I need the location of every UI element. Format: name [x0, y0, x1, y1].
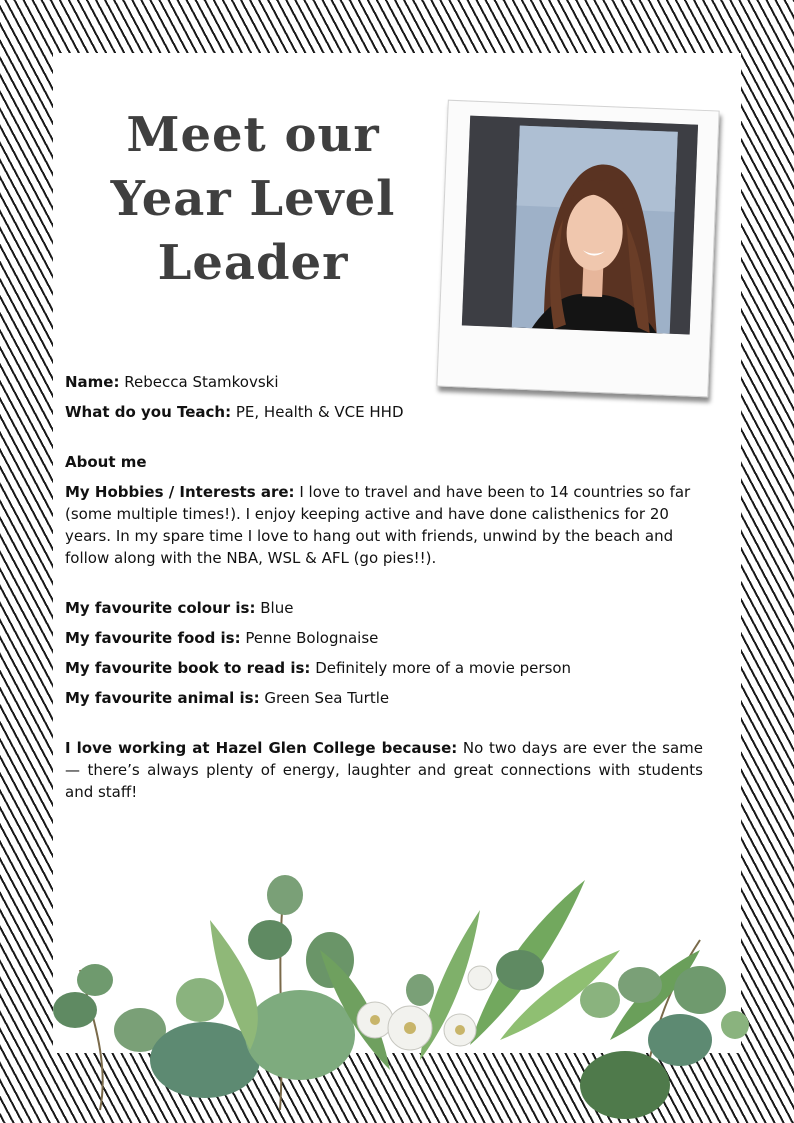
title-line-1: Meet our — [126, 107, 380, 163]
favourite-value: Blue — [260, 599, 294, 617]
favourite-row-colour — [65, 597, 703, 619]
favourite-row-book — [65, 657, 703, 679]
closing-label: I love working at Hazel Glen College because: — [65, 739, 458, 757]
title-line-2: Year Level — [110, 171, 396, 227]
hobbies-value: I love to travel and have been to 14 countries so far (some multiple times!). I enjoy keeping active and have done calisthenics for 20 years. In my spare time I love to hang out with friends, unwind by the beach and follow along with the NBA, WSL & AFL (go pies!!). — [65, 483, 691, 567]
about-heading: About me — [65, 453, 147, 471]
portrait-photo — [462, 116, 698, 335]
name-row — [65, 371, 703, 393]
name-value: Rebecca Stamkovski — [124, 373, 279, 391]
favourite-label: My favourite food is: — [65, 629, 241, 647]
favourite-value: Penne Bolognaise — [245, 629, 379, 647]
favourite-value: Green Sea Turtle — [264, 689, 390, 707]
favourite-row-animal — [65, 687, 703, 709]
teach-row — [65, 401, 703, 423]
closing-value: No two days are ever the same — there’s always plenty of energy, laughter and great connections with students and staff! — [65, 739, 703, 801]
title-line-3: Leader — [157, 235, 349, 291]
name-label: Name: — [65, 373, 120, 391]
favourite-label: My favourite book to read is: — [65, 659, 311, 677]
closing-paragraph — [65, 737, 703, 803]
hobbies-paragraph — [65, 481, 703, 569]
favourite-row-food — [65, 627, 703, 649]
page-title — [93, 103, 413, 295]
profile-content — [65, 371, 703, 811]
favourite-label: My favourite colour is: — [65, 599, 256, 617]
favourite-value: Definitely more of a movie person — [315, 659, 572, 677]
hobbies-label: My Hobbies / Interests are: — [65, 483, 295, 501]
teach-label: What do you Teach: — [65, 403, 232, 421]
eucalyptus-foliage-illustration — [0, 860, 794, 1123]
teach-value: PE, Health & VCE HHD — [235, 403, 404, 421]
about-heading-row — [65, 451, 703, 473]
polaroid-photo-frame — [436, 100, 719, 398]
favourite-label: My favourite animal is: — [65, 689, 260, 707]
